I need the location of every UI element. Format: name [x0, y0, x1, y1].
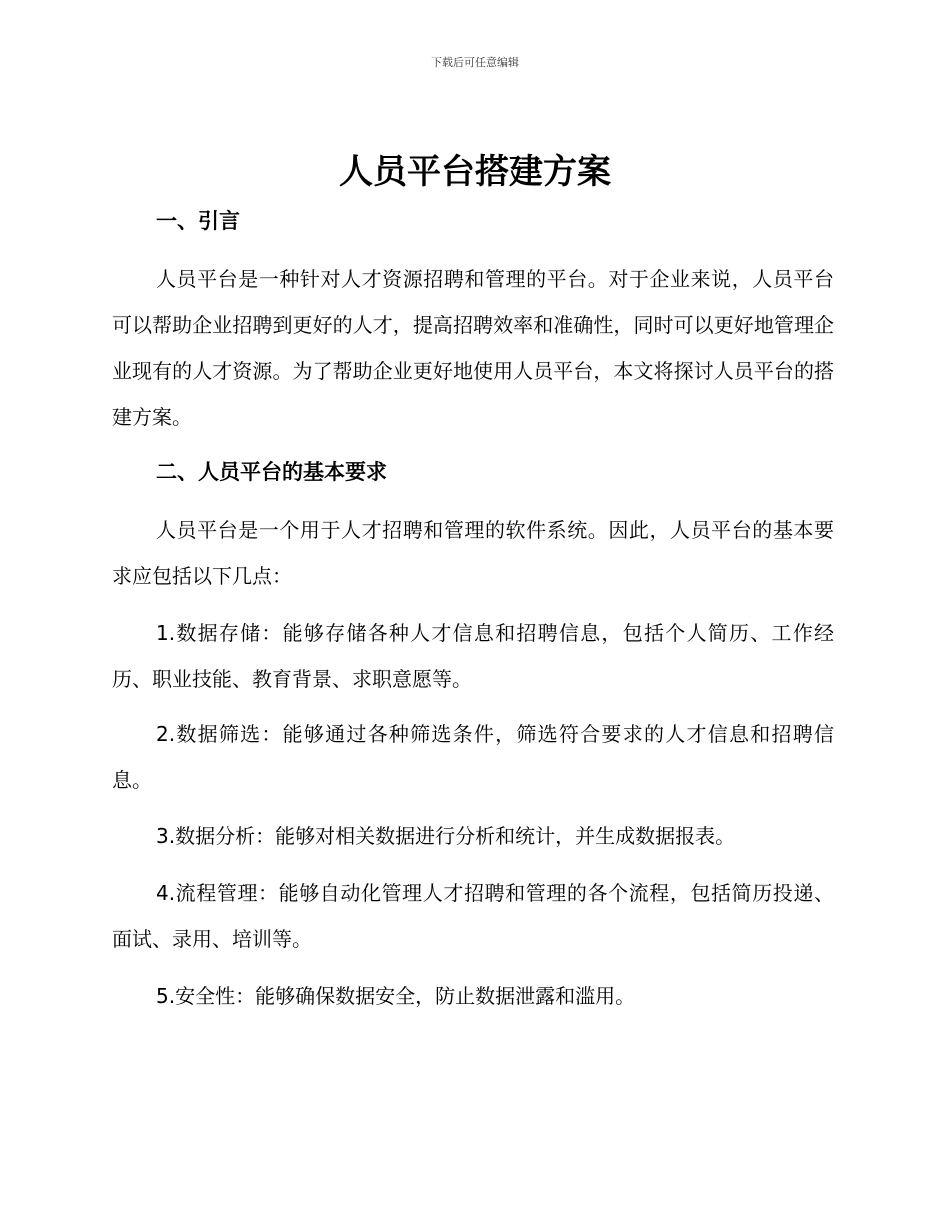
list-item-security: 5.安全性：能够确保数据安全，防止数据泄露和滥用。: [156, 984, 636, 1008]
paragraph-introduction: 人员平台是一种针对人才资源招聘和管理的平台。对于企业来说，人员平台可以帮助企业招聘到更好的人才，提高招聘效率和准确性，同时可以更好地管理企业现有的人才资源。为了帮助企业更好地使用人员平台，本文将探讨人员平台的搭建方案。: [112, 267, 834, 429]
paragraph-requirements-intro: 人员平台是一个用于人才招聘和管理的软件系统。因此，人员平台的基本要求应包括以下几点：: [112, 518, 834, 588]
section-heading-requirements: 二、人员平台的基本要求: [156, 460, 387, 484]
list-item-data-analysis: 3.数据分析：能够对相关数据进行分析和统计，并生成数据报表。: [156, 824, 736, 848]
document-title: 人员平台搭建方案: [339, 152, 611, 192]
list-item-data-storage: 1.数据存储：能够存储各种人才信息和招聘信息，包括个人简历、工作经历、职业技能、教育背景、求职意愿等。: [112, 621, 834, 691]
list-item-data-filtering: 2.数据筛选：能够通过各种筛选条件，筛选符合要求的人才信息和招聘信息。: [112, 722, 834, 792]
section-heading-introduction: 一、引言: [156, 209, 240, 233]
list-item-process-management: 4.流程管理：能够自动化管理人才招聘和管理的各个流程，包括简历投递、面试、录用、培训等。: [112, 881, 834, 951]
page-header-note: 下载后可任意编辑: [431, 56, 519, 69]
